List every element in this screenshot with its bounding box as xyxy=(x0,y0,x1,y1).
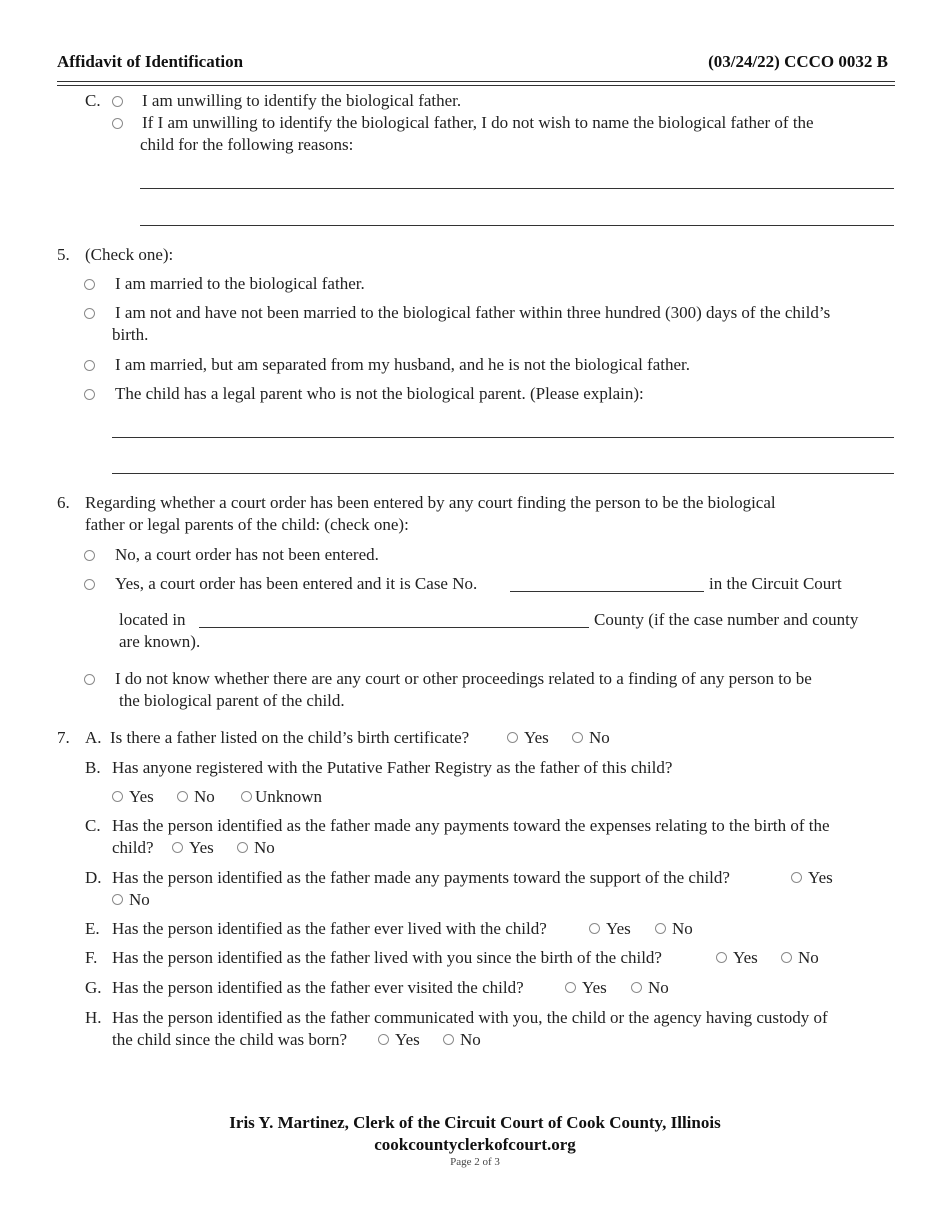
question-7e-text: Has the person identified as the father ever lived with the child? xyxy=(112,919,547,938)
county-text: County (if the case number and county xyxy=(594,610,859,629)
radio-no-court-order[interactable] xyxy=(84,550,95,561)
radio-court-order-entered[interactable] xyxy=(84,579,95,590)
option-do-not-know-line1: I do not know whether there are any court or other proceedings related to a finding of any person to be xyxy=(115,669,812,688)
radio-7h-yes[interactable] xyxy=(378,1034,389,1045)
option-7c-no[interactable]: No xyxy=(237,837,275,859)
question-7h-text-line2: the child since the child was born? xyxy=(112,1030,348,1049)
option-married-to-father: I am married to the biological father. xyxy=(115,274,365,293)
option-court-order-entered: Yes, a court order has been entered and it is Case No. xyxy=(115,574,478,593)
option-unwilling-reasons-line2: child for the following reasons: xyxy=(140,135,354,154)
option-7b-no[interactable]: No xyxy=(177,786,215,808)
option-7d-yes[interactable]: Yes xyxy=(791,867,833,889)
radio-married-to-father[interactable] xyxy=(84,279,95,290)
located-in-label: located in xyxy=(119,610,186,629)
question-7g-marker: G. xyxy=(85,978,102,997)
radio-7h-no[interactable] xyxy=(443,1034,454,1045)
question-7c-text-line2: child? xyxy=(112,838,154,857)
option-unwilling-identify: I am unwilling to identify the biological father. xyxy=(142,91,462,110)
circuit-court-text: in the Circuit Court xyxy=(709,574,842,593)
page-number: Page 2 of 3 xyxy=(450,1156,500,1168)
radio-not-married[interactable] xyxy=(84,308,95,319)
radio-married-separated[interactable] xyxy=(84,360,95,371)
option-7g-no[interactable]: No xyxy=(631,977,669,999)
radio-7f-no[interactable] xyxy=(781,952,792,963)
option-no-court-order: No, a court order has not been entered. xyxy=(115,545,379,564)
question-7b-text: Has anyone registered with the Putative Father Registry as the father of this child? xyxy=(112,758,673,777)
option-7h-no[interactable]: No xyxy=(443,1029,481,1051)
option-7g-yes[interactable]: Yes xyxy=(565,977,607,999)
question-7a-text: Is there a father listed on the child’s birth certificate? xyxy=(110,728,470,747)
radio-7g-no[interactable] xyxy=(631,982,642,993)
question-7f-marker: F. xyxy=(85,948,98,967)
option-not-married-line1: I am not and have not been married to the biological father within three hundred (300) days of the child’s xyxy=(115,303,831,322)
option-not-married-line2: birth. xyxy=(112,325,149,344)
county-blank[interactable] xyxy=(199,627,589,628)
question-7h-text-line1: Has the person identified as the father communicated with you, the child or the agency having custody of xyxy=(112,1008,828,1027)
case-number-blank[interactable] xyxy=(510,591,704,592)
radio-7f-yes[interactable] xyxy=(716,952,727,963)
question-7c-text-line1: Has the person identified as the father made any payments toward the expenses relating to the birth of the xyxy=(112,816,830,835)
question-7f-text: Has the person identified as the father lived with you since the birth of the child? xyxy=(112,948,662,967)
question-7d-text: Has the person identified as the father made any payments toward the support of the child? xyxy=(112,868,730,887)
radio-7b-yes[interactable] xyxy=(112,791,123,802)
radio-do-not-know[interactable] xyxy=(84,674,95,685)
option-7f-no[interactable]: No xyxy=(781,947,819,969)
section-6-text-line1: Regarding whether a court order has been entered by any court finding the person to be the biological xyxy=(85,493,776,512)
reasons-blank-line-2[interactable] xyxy=(140,225,894,226)
footer-website: cookcountyclerkofcourt.org xyxy=(374,1135,576,1154)
option-married-separated: I am married, but am separated from my husband, and he is not the biological father. xyxy=(115,355,690,374)
option-unwilling-reasons-line1: If I am unwilling to identify the biological father, I do not wish to name the biological father of the xyxy=(142,113,814,132)
option-do-not-know-line2: the biological parent of the child. xyxy=(119,691,345,710)
reasons-blank-line-1[interactable] xyxy=(140,188,894,189)
explain-blank-line-2[interactable] xyxy=(112,473,894,474)
option-7f-yes[interactable]: Yes xyxy=(716,947,758,969)
option-7c-yes[interactable]: Yes xyxy=(172,837,214,859)
document-title: Affidavit of Identification xyxy=(57,52,244,71)
section-5-number: 5. xyxy=(57,245,70,264)
known-text: are known). xyxy=(119,632,201,651)
section-5-heading: (Check one): xyxy=(85,245,174,264)
radio-7e-yes[interactable] xyxy=(589,923,600,934)
radio-7a-yes[interactable] xyxy=(507,732,518,743)
radio-7b-no[interactable] xyxy=(177,791,188,802)
footer-clerk: Iris Y. Martinez, Clerk of the Circuit Court of Cook County, Illinois xyxy=(229,1113,721,1132)
radio-7g-yes[interactable] xyxy=(565,982,576,993)
option-7e-yes[interactable]: Yes xyxy=(589,918,631,940)
radio-legal-parent[interactable] xyxy=(84,389,95,400)
option-7a-no[interactable]: No xyxy=(572,727,610,749)
header-divider-top xyxy=(57,81,895,82)
question-7g-text: Has the person identified as the father ever visited the child? xyxy=(112,978,524,997)
question-7a-marker: A. xyxy=(85,728,102,747)
section-4c-marker: C. xyxy=(85,91,101,110)
radio-unwilling-identify[interactable] xyxy=(112,96,123,107)
question-7e-marker: E. xyxy=(85,919,100,938)
radio-7c-yes[interactable] xyxy=(172,842,183,853)
option-7d-no[interactable]: No xyxy=(112,889,150,911)
explain-blank-line-1[interactable] xyxy=(112,437,894,438)
question-7h-marker: H. xyxy=(85,1008,102,1027)
radio-7d-no[interactable] xyxy=(112,894,123,905)
question-7b-marker: B. xyxy=(85,758,101,777)
form-code: (03/24/22) CCCO 0032 B xyxy=(708,52,888,71)
header-divider-bottom xyxy=(57,85,895,86)
radio-7c-no[interactable] xyxy=(237,842,248,853)
section-6-number: 6. xyxy=(57,493,70,512)
radio-7b-unknown[interactable] xyxy=(241,791,252,802)
question-7c-marker: C. xyxy=(85,816,101,835)
section-7-number: 7. xyxy=(57,728,70,747)
option-7a-yes[interactable]: Yes xyxy=(507,727,549,749)
section-6-text-line2: father or legal parents of the child: (check one): xyxy=(85,515,409,534)
option-7e-no[interactable]: No xyxy=(655,918,693,940)
radio-7d-yes[interactable] xyxy=(791,872,802,883)
question-7d-marker: D. xyxy=(85,868,102,887)
option-7b-unknown[interactable]: Unknown xyxy=(241,786,322,808)
option-legal-parent: The child has a legal parent who is not the biological parent. (Please explain): xyxy=(115,384,644,403)
radio-7e-no[interactable] xyxy=(655,923,666,934)
radio-unwilling-reasons[interactable] xyxy=(112,118,123,129)
option-7b-yes[interactable]: Yes xyxy=(112,786,154,808)
option-7h-yes[interactable]: Yes xyxy=(378,1029,420,1051)
radio-7a-no[interactable] xyxy=(572,732,583,743)
